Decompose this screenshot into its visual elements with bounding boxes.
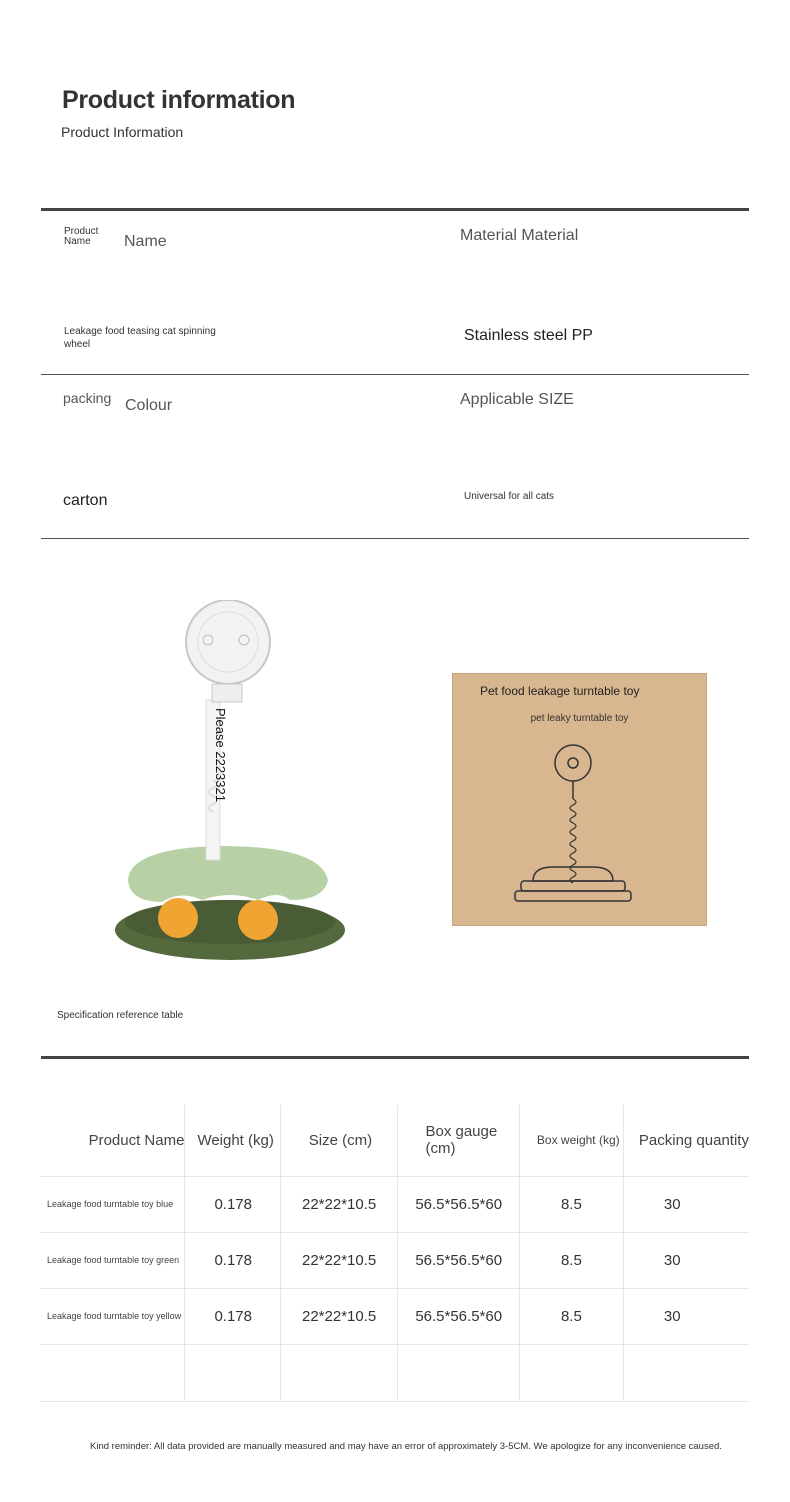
size-label: Applicable SIZE (460, 391, 574, 408)
header-packing-quantity: Packing quantity (638, 1131, 749, 1149)
cell-box-gauge: 56.5*56.5*60 (398, 1176, 519, 1232)
material-value: Stainless steel PP (464, 327, 593, 344)
cell-weight: 0.178 (185, 1288, 280, 1344)
cell-box-weight: 8.5 (519, 1288, 623, 1344)
cell-product-name: Leakage food turntable toy yellow (41, 1288, 185, 1344)
spec-caption: Specification reference table (57, 1010, 184, 1021)
spec-table (41, 1105, 749, 1402)
cell-box-weight: 8.5 (519, 1232, 623, 1288)
toy-line-drawing-icon (513, 739, 643, 914)
cell-packing-quantity: 30 (663, 1307, 681, 1325)
cell-box-weight: 8.5 (519, 1176, 623, 1232)
header-weight: Weight (kg) (185, 1105, 280, 1176)
header-box-gauge: Box gauge (cm) (398, 1105, 519, 1176)
cell-weight: 0.178 (185, 1232, 280, 1288)
table-row (41, 1232, 749, 1288)
header-size: Size (cm) (280, 1105, 398, 1176)
divider (41, 1056, 749, 1059)
carton-box-image (452, 673, 707, 926)
divider (41, 538, 749, 539)
cell-box-gauge: 56.5*56.5*60 (398, 1232, 519, 1288)
product-image (110, 600, 350, 970)
divider (41, 374, 749, 375)
material-label: Material Material (460, 227, 579, 244)
page-subtitle: Product Information (61, 124, 184, 140)
cell-size: 22*22*10.5 (280, 1288, 398, 1344)
cell-box-gauge: 56.5*56.5*60 (398, 1288, 519, 1344)
product-name-value: Leakage food teasing cat spinning wheel (64, 326, 216, 350)
box-title: Pet food leakage turntable toy (480, 684, 640, 698)
table-row (41, 1288, 749, 1344)
product-name-label-small: Product Name (64, 226, 99, 247)
table-row-empty (41, 1344, 749, 1401)
page-title: Product information (62, 86, 296, 114)
cell-packing-quantity: 30 (663, 1251, 681, 1269)
name-label: Name (124, 233, 167, 250)
cell-size: 22*22*10.5 (280, 1232, 398, 1288)
cell-size: 22*22*10.5 (280, 1176, 398, 1232)
header-product-name: Product Name (41, 1105, 185, 1176)
header-box-weight: Box weight (kg) (519, 1105, 623, 1176)
packing-label: packing (63, 390, 112, 406)
size-value: Universal for all cats (464, 491, 555, 502)
box-subtitle: pet leaky turntable toy (530, 713, 629, 724)
divider (41, 208, 749, 211)
kind-reminder: Kind reminder: All data provided are manually measured and may have an error of approximately 3-5CM. We apologize for any inconvenience caused. (90, 1441, 722, 1452)
colour-label: Colour (125, 397, 173, 414)
table-row (41, 1176, 749, 1232)
cell-product-name: Leakage food turntable toy blue (41, 1176, 185, 1232)
product-stick-text: Please 2223321 (213, 708, 228, 802)
cell-packing-quantity: 30 (663, 1195, 681, 1213)
packing-value: carton (63, 492, 108, 509)
cell-product-name: Leakage food turntable toy green (41, 1232, 185, 1288)
table-header-row (41, 1105, 749, 1176)
cell-weight: 0.178 (185, 1176, 280, 1232)
